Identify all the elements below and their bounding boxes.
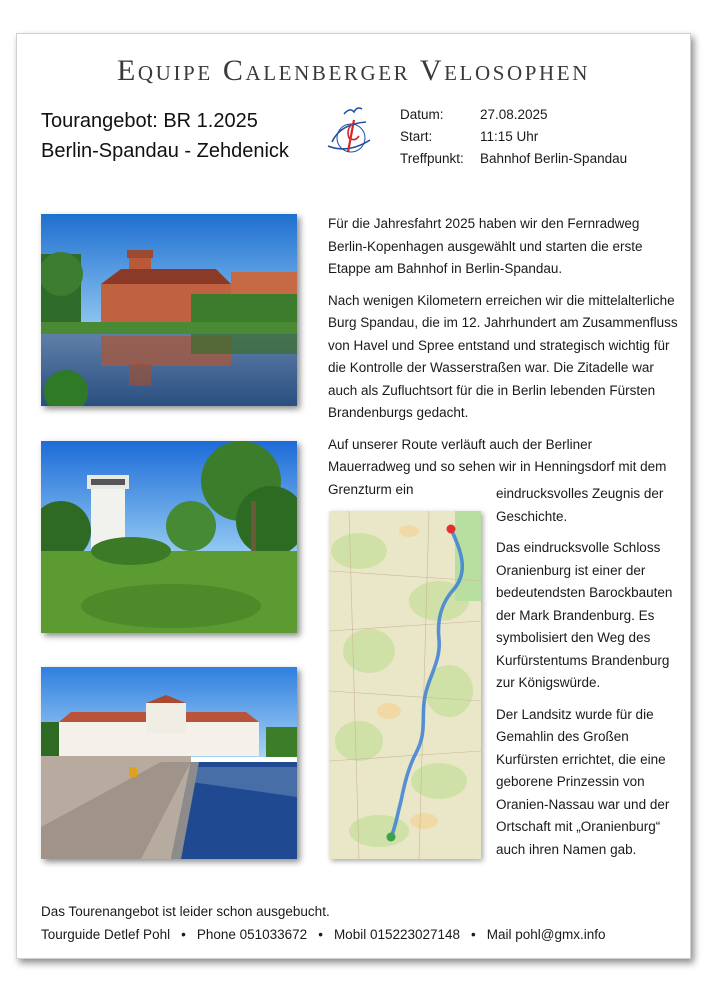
paragraph-wall-route: Auf unserer Route verläuft auch der Berliner Mauerradweg und so sehen wir in Henningsdorf mit dem Grenzturm ein: [328, 436, 667, 497]
contact-phone[interactable]: Phone 051033672: [196, 927, 308, 942]
tour-guide: Tourguide Detlef Pohl: [41, 927, 171, 942]
separator-bullet: •: [471, 927, 476, 942]
main-text-column: [328, 213, 678, 501]
photo-palace-oranienburg: [41, 667, 297, 859]
paragraph-citadel: Nach wenigen Kilometern erreichen wir die mittelalterliche Burg Spandau, die im 12. Jahrhundert am Zusammenfluss von Havel und Spree entstand und strategisch wichtig für die Kontrolle der Wasserstraßen war. Die Zitadelle war auch als Zufluchtsort für die in Berlin lebenden Fürsten Brandenburgs gedacht.: [328, 292, 678, 420]
detail-label: Treffpunkt:: [400, 151, 464, 166]
separator-bullet: •: [318, 927, 323, 942]
detail-start: [400, 126, 627, 148]
tour-title: [41, 106, 289, 166]
flyer-sheet: [16, 33, 691, 959]
club-logo-icon: [318, 102, 384, 164]
side-text-column: [496, 483, 681, 870]
start-marker: [447, 525, 456, 534]
detail-value: 27.08.2025: [480, 107, 548, 122]
paragraph-wall-route-cont: eindrucksvolles Zeugnis der Geschichte.: [496, 486, 664, 524]
tour-code: Tourangebot: BR 1.2025: [41, 110, 258, 132]
detail-date: [400, 104, 627, 126]
booking-notice: Das Tourenangebot ist leider schon ausgebucht.: [41, 904, 330, 919]
detail-value: 11:15 Uhr: [480, 129, 539, 144]
paragraph-intro: Für die Jahresfahrt 2025 haben wir den Fernradweg Berlin-Kopenhagen ausgewählt und starten die erste Etappe am Bahnhof in Berlin-Spandau.: [328, 216, 643, 276]
detail-value: Bahnhof Berlin-Spandau: [480, 151, 628, 166]
footer: [41, 900, 606, 946]
end-marker: [387, 833, 396, 842]
detail-meetingpoint: [400, 148, 627, 170]
paragraph-palace-history: Der Landsitz wurde für die Gemahlin des Großen Kurfürsten errichtet, die eine geborene Prinzessin von Oranien-Nassau war und der Ortschaft mit „Oranienburg“ auch ihren Namen gab.: [496, 706, 670, 857]
contact-mail[interactable]: Mail pohl@gmx.info: [486, 927, 606, 942]
route-map: [329, 511, 481, 859]
photo-citadel-spandau: [41, 214, 297, 406]
paragraph-palace: Das eindrucksvolle Schloss Oranienburg ist einer der bedeutendsten Barockbauten der Mark Brandenburg. Es symbolisiert den Weg des Kurfürstentums Brandenburg zur Königswürde.: [496, 540, 673, 690]
detail-label: Datum:: [400, 107, 444, 122]
page-title: Equipe Calenberger Velosophen: [116, 54, 591, 87]
contact-mobile[interactable]: Mobil 015223027148: [333, 927, 461, 942]
tour-route: Berlin-Spandau - Zehdenick: [41, 140, 289, 162]
photo-border-tower: [41, 441, 297, 633]
tour-details: [400, 104, 627, 170]
contact-line: [41, 923, 606, 946]
detail-label: Start:: [400, 129, 433, 144]
separator-bullet: •: [181, 927, 186, 942]
